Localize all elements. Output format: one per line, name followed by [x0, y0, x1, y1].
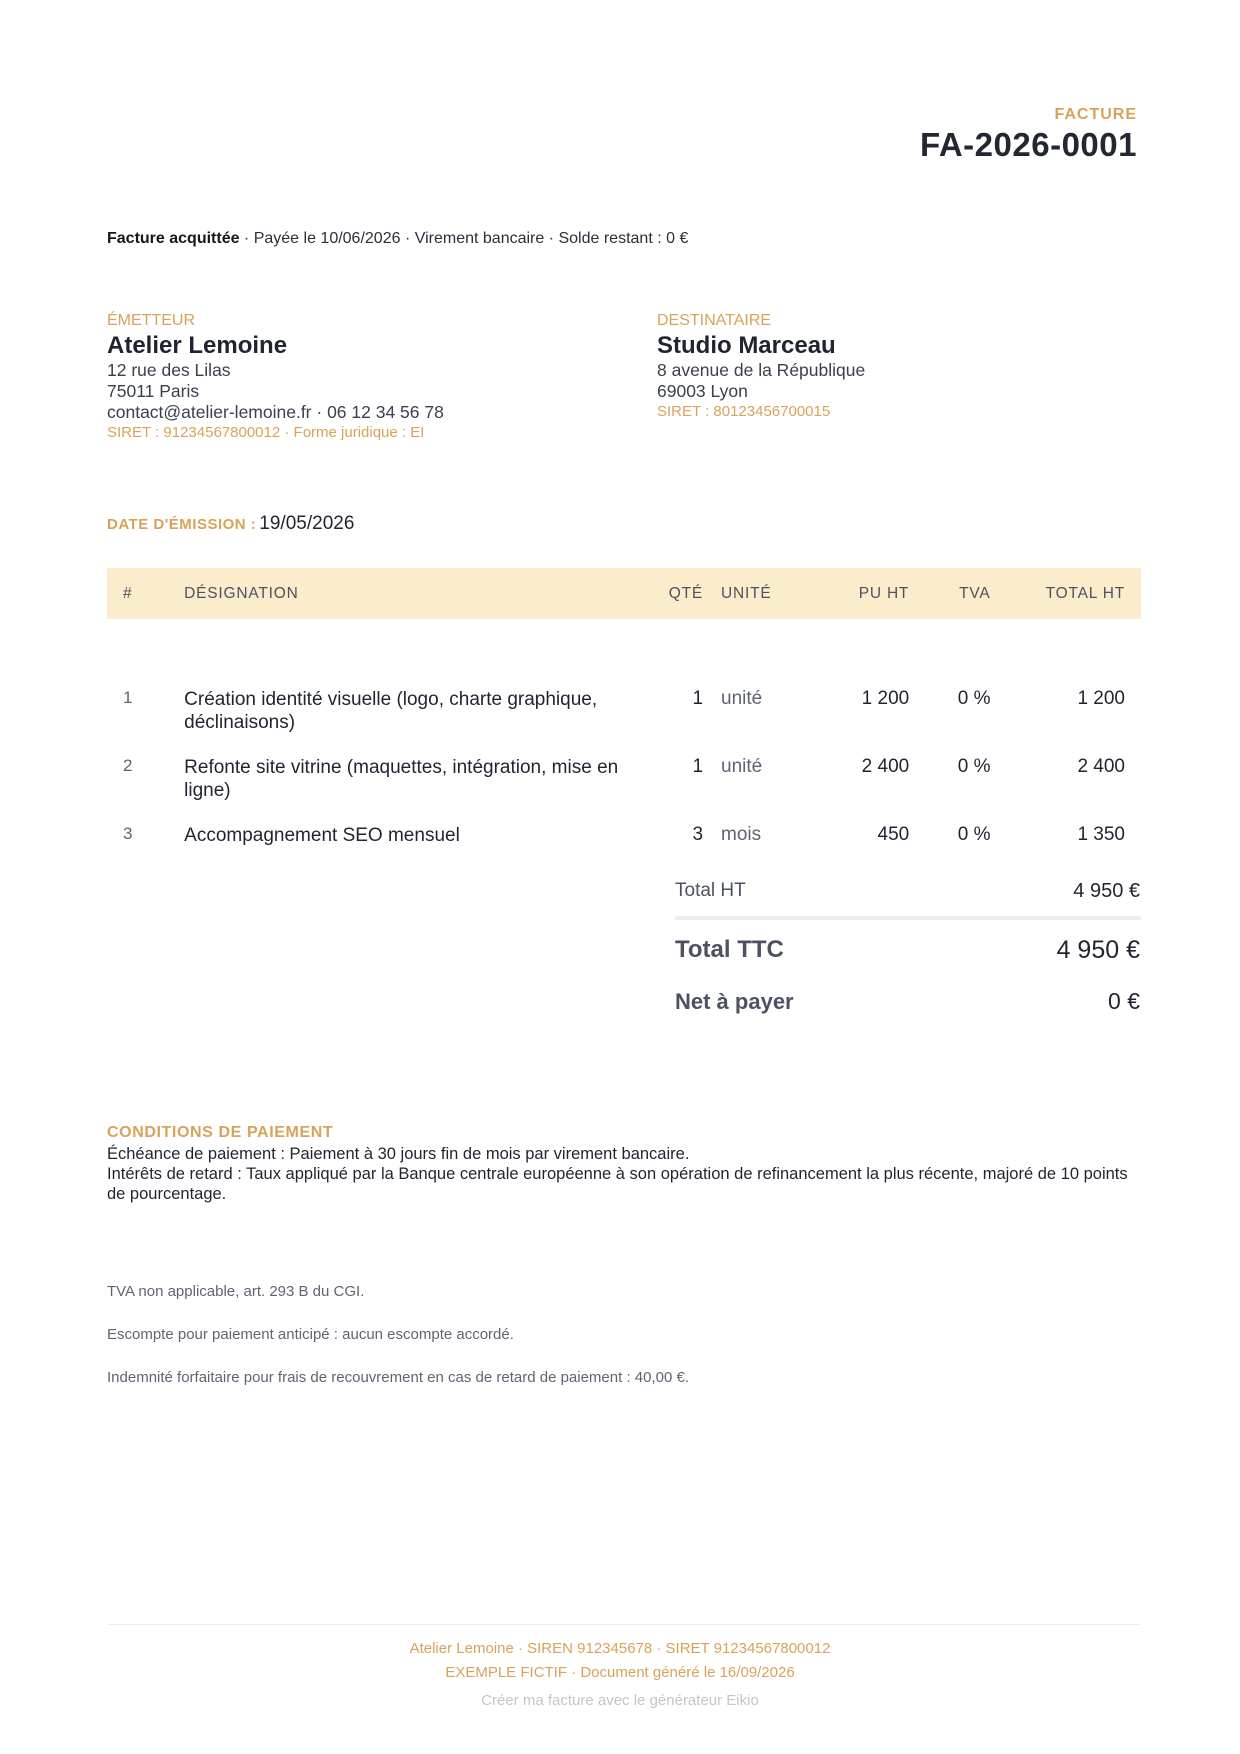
row-tva: 0 % — [957, 688, 991, 709]
recipient-address-line1: 8 avenue de la République — [657, 360, 866, 380]
net-to-pay-label: Net à payer — [675, 989, 794, 1014]
table-row — [107, 734, 1141, 802]
row-tva: 0 % — [957, 756, 991, 777]
items-table — [107, 568, 1141, 847]
issuer-contact: contact@atelier-lemoine.fr · 06 12 34 56 78 — [107, 402, 444, 422]
issuer-label: ÉMETTEUR — [107, 312, 195, 329]
row-designation: Création identité visuelle (logo, charte graphique, déclinaisons) — [184, 689, 598, 733]
payment-status-line — [107, 230, 688, 248]
row-designation: Refonte site vitrine (maquettes, intégration, mise en ligne) — [184, 757, 619, 801]
total-ttc-label: Total TTC — [675, 936, 784, 963]
row-qty: 1 — [692, 688, 704, 709]
table-row — [107, 802, 1141, 847]
recipient-block — [657, 312, 1077, 420]
col-tva-header: TVA — [959, 584, 991, 602]
col-designation-header: DÉSIGNATION — [184, 584, 299, 602]
row-designation: Accompagnement SEO mensuel — [184, 825, 460, 846]
footer-generator-link[interactable]: Créer ma facture avec le générateur Eikio — [481, 1692, 759, 1709]
late-interest-line: Intérêts de retard : Taux appliqué par la Banque centrale européenne à son opération de refinancement la plus récente, majoré de 10 points de pourcentage. — [107, 1165, 1128, 1203]
row-tva: 0 % — [957, 824, 991, 845]
row-pu: 1 200 — [861, 688, 910, 709]
issue-date-value: 19/05/2026 — [259, 513, 355, 534]
col-unit-header: UNITÉ — [721, 584, 772, 602]
row-total: 2 400 — [1077, 756, 1125, 777]
row-total: 1 200 — [1077, 688, 1125, 709]
row-qty: 3 — [692, 824, 704, 845]
col-total-header: TOTAL HT — [1045, 584, 1125, 602]
payment-conditions-body — [107, 1144, 1141, 1204]
issuer-address-line2: 75011 Paris — [107, 381, 200, 401]
recipient-name: Studio Marceau — [657, 332, 836, 359]
issuer-address-line1: 12 rue des Lilas — [107, 360, 231, 380]
status-details: · Payée le 10/06/2026 · Virement bancaire · Solde restant : 0 € — [239, 230, 689, 247]
issue-date — [107, 513, 354, 535]
issuer-name: Atelier Lemoine — [107, 332, 288, 359]
footer-divider — [107, 1624, 1141, 1625]
row-qty: 1 — [692, 756, 704, 777]
table-header-row — [107, 568, 1141, 619]
row-unit: unité — [721, 688, 763, 709]
issue-date-label: DATE D'ÉMISSION : — [107, 516, 257, 533]
legal-mention-vat: TVA non applicable, art. 293 B du CGI. — [107, 1283, 365, 1300]
row-num: 2 — [123, 756, 133, 775]
recipient-address-line2: 69003 Lyon — [657, 381, 748, 401]
row-total: 1 350 — [1077, 824, 1125, 845]
col-qty-header: QTÉ — [668, 584, 704, 602]
footer-company-ids: Atelier Lemoine · SIREN 912345678 · SIRET 91234567800012 — [409, 1640, 831, 1657]
footer-generated-note: EXEMPLE FICTIF · Document généré le 16/09/2026 — [445, 1664, 795, 1681]
payment-conditions-title: CONDITIONS DE PAIEMENT — [107, 1124, 334, 1141]
document-type-label: FACTURE — [1054, 106, 1137, 123]
col-pu-header: PU HT — [858, 584, 910, 602]
row-num: 3 — [123, 824, 133, 843]
invoice-number: FA-2026-0001 — [920, 126, 1137, 163]
row-unit: mois — [721, 824, 762, 845]
row-pu: 2 400 — [861, 756, 910, 777]
table-row — [107, 619, 1141, 734]
net-to-pay-value: 0 € — [1108, 988, 1140, 1014]
issuer-legal: SIRET : 91234567800012 · Forme juridique : EI — [107, 424, 425, 441]
total-ht-value: 4 950 € — [1073, 880, 1140, 902]
row-num: 1 — [123, 688, 133, 707]
issuer-block — [107, 312, 527, 441]
status-bold: Facture acquittée — [107, 230, 240, 247]
payment-due-line: Échéance de paiement : Paiement à 30 jours fin de mois par virement bancaire. — [107, 1145, 690, 1163]
legal-mention-discount: Escompte pour paiement anticipé : aucun escompte accordé. — [107, 1326, 514, 1343]
recipient-legal: SIRET : 80123456700015 — [657, 403, 831, 420]
total-ttc-value: 4 950 € — [1056, 936, 1140, 964]
row-pu: 450 — [877, 824, 910, 845]
recipient-label: DESTINATAIRE — [657, 312, 772, 329]
total-ht-label: Total HT — [675, 880, 746, 901]
col-num-header: # — [123, 584, 133, 602]
totals-divider — [675, 916, 1141, 920]
legal-mention-recovery-fee: Indemnité forfaitaire pour frais de recouvrement en cas de retard de paiement : 40,00 €. — [107, 1369, 689, 1386]
row-unit: unité — [721, 756, 763, 777]
